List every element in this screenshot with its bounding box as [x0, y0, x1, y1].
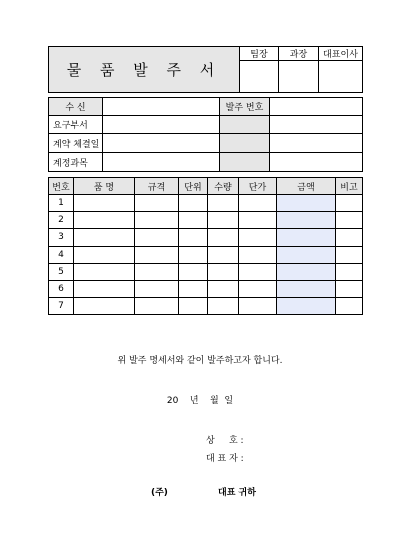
cell[interactable] — [74, 280, 135, 297]
cell[interactable] — [239, 263, 277, 280]
column-header: 규격 — [135, 178, 179, 195]
cell[interactable] — [208, 212, 239, 229]
cell[interactable] — [336, 195, 363, 212]
cell[interactable] — [74, 297, 135, 314]
cell[interactable] — [179, 229, 208, 246]
cell[interactable] — [208, 229, 239, 246]
cell[interactable] — [74, 246, 135, 263]
receiver-field[interactable] — [103, 98, 220, 116]
info-field-right-1[interactable] — [270, 116, 363, 134]
amount-cell[interactable] — [277, 229, 336, 246]
amount-cell[interactable] — [277, 297, 336, 314]
receiver-label: 수 신 — [49, 98, 103, 116]
amount-cell[interactable] — [277, 195, 336, 212]
cell[interactable] — [336, 229, 363, 246]
items-table — [48, 177, 363, 315]
row-number: 5 — [49, 263, 74, 280]
cell[interactable] — [336, 246, 363, 263]
contract-date-field[interactable] — [103, 134, 220, 153]
order-number-label: 발주 번호 — [220, 98, 270, 116]
contract-date-label: 계약 체결일 — [49, 134, 103, 153]
order-number-field[interactable] — [270, 98, 363, 116]
cell[interactable] — [179, 297, 208, 314]
info-gray-cell — [220, 116, 270, 134]
date-line: 20 년 월 일 — [166, 396, 234, 406]
cell[interactable] — [179, 246, 208, 263]
cell[interactable] — [135, 297, 179, 314]
table-row — [49, 297, 363, 314]
cell[interactable] — [135, 195, 179, 212]
cell[interactable] — [208, 263, 239, 280]
cell[interactable] — [74, 195, 135, 212]
amount-cell[interactable] — [277, 246, 336, 263]
row-number: 4 — [49, 246, 74, 263]
approval-header-team-lead: 팀장 — [240, 47, 279, 61]
cell[interactable] — [74, 212, 135, 229]
account-field[interactable] — [103, 153, 220, 172]
info-field-right-2[interactable] — [270, 134, 363, 153]
approval-sign-manager[interactable] — [279, 61, 319, 93]
column-header: 비고 — [336, 178, 363, 195]
cell[interactable] — [239, 195, 277, 212]
cell[interactable] — [336, 280, 363, 297]
cell[interactable] — [239, 229, 277, 246]
column-header: 단가 — [239, 178, 277, 195]
cell[interactable] — [336, 212, 363, 229]
column-header: 금액 — [277, 178, 336, 195]
amount-cell[interactable] — [277, 280, 336, 297]
order-statement: 위 발주 명세서와 같이 발주하고자 합니다. — [117, 356, 283, 366]
cell[interactable] — [74, 263, 135, 280]
amount-cell[interactable] — [277, 263, 336, 280]
table-row — [49, 229, 363, 246]
amount-cell[interactable] — [277, 212, 336, 229]
info-gray-cell — [220, 134, 270, 153]
approval-sign-ceo[interactable] — [319, 61, 363, 93]
header-table — [48, 46, 363, 93]
cell[interactable] — [135, 212, 179, 229]
account-label: 계정과목 — [49, 153, 103, 172]
info-table — [48, 97, 363, 172]
company-name-label: 상 호 : — [206, 436, 244, 446]
table-row — [49, 280, 363, 297]
row-number: 2 — [49, 212, 74, 229]
cell[interactable] — [135, 263, 179, 280]
document-title: 물 품 발 주 서 — [49, 47, 240, 93]
column-header: 품 명 — [74, 178, 135, 195]
cell[interactable] — [336, 297, 363, 314]
column-header: 번호 — [49, 178, 74, 195]
cell[interactable] — [135, 280, 179, 297]
dept-label: 요구부서 — [49, 116, 103, 134]
row-number: 3 — [49, 229, 74, 246]
cell[interactable] — [135, 246, 179, 263]
row-number: 7 — [49, 297, 74, 314]
cell[interactable] — [179, 263, 208, 280]
table-row — [49, 212, 363, 229]
cell[interactable] — [336, 263, 363, 280]
table-row — [49, 246, 363, 263]
cell[interactable] — [179, 195, 208, 212]
cell[interactable] — [239, 280, 277, 297]
cell[interactable] — [179, 280, 208, 297]
info-gray-cell — [220, 153, 270, 172]
cell[interactable] — [239, 212, 277, 229]
approval-header-manager: 과장 — [279, 47, 319, 61]
cell[interactable] — [208, 246, 239, 263]
table-row — [49, 263, 363, 280]
approval-header-ceo: 대표이사 — [319, 47, 363, 61]
column-header: 단위 — [179, 178, 208, 195]
dept-field[interactable] — [103, 116, 220, 134]
cell[interactable] — [208, 297, 239, 314]
addressee: 대표 귀하 — [218, 488, 256, 498]
representative-label: 대 표 자 : — [206, 454, 244, 464]
approval-sign-team-lead[interactable] — [240, 61, 279, 93]
company-prefix: (주) — [151, 488, 168, 498]
cell[interactable] — [239, 246, 277, 263]
column-header: 수량 — [208, 178, 239, 195]
cell[interactable] — [208, 195, 239, 212]
cell[interactable] — [208, 280, 239, 297]
row-number: 1 — [49, 195, 74, 212]
cell[interactable] — [135, 229, 179, 246]
cell[interactable] — [74, 229, 135, 246]
cell[interactable] — [179, 212, 208, 229]
cell[interactable] — [239, 297, 277, 314]
items-header-row — [49, 178, 363, 195]
table-row — [49, 195, 363, 212]
row-number: 6 — [49, 280, 74, 297]
info-field-right-3[interactable] — [270, 153, 363, 172]
